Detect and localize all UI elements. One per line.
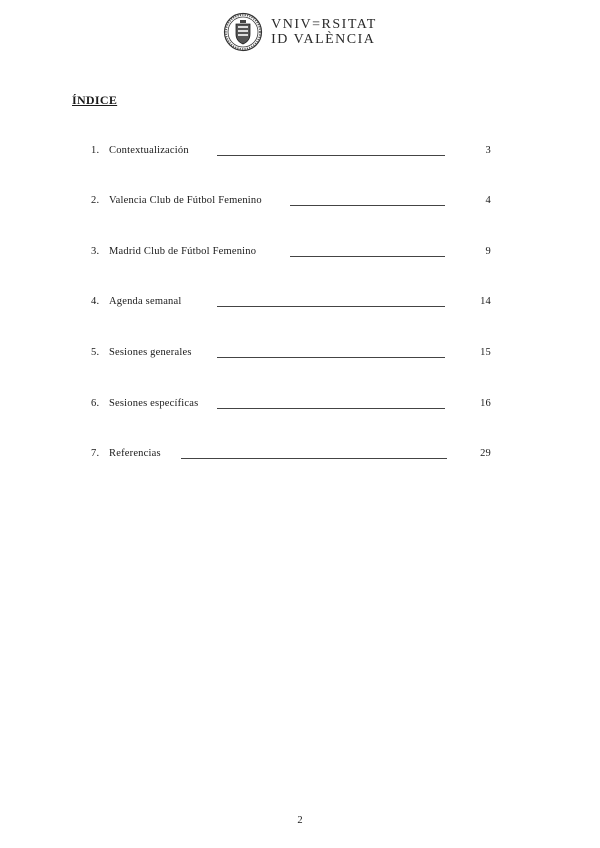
toc-leader-line	[290, 256, 445, 257]
toc-entry-page: 14	[480, 296, 491, 307]
toc-entry-number: 7.	[91, 448, 100, 459]
toc-entry-page: 3	[485, 145, 491, 156]
toc-leader-line	[217, 306, 445, 307]
toc-entry-page: 16	[480, 398, 491, 409]
toc-entry[interactable]	[91, 448, 491, 462]
toc-entry-label: Referencias	[109, 448, 161, 459]
toc-entry[interactable]	[91, 398, 491, 412]
toc-entry[interactable]	[91, 246, 491, 260]
page-number: 2	[297, 815, 303, 826]
toc-entry-page: 29	[480, 448, 491, 459]
toc-entry-number: 3.	[91, 246, 100, 257]
toc-entry-page: 15	[480, 347, 491, 358]
index-heading: ÍNDICE	[72, 93, 118, 107]
toc-leader-line	[217, 155, 445, 156]
toc-entry-page: 9	[485, 246, 491, 257]
toc-entry-number: 2.	[91, 195, 100, 206]
toc-entry-label: Contextualización	[109, 145, 189, 156]
toc-entry-label: Sesiones generales	[109, 347, 192, 358]
toc-leader-line	[290, 205, 445, 206]
toc-entry[interactable]	[91, 347, 491, 361]
logo-line-2: ID VALÈNCIA	[271, 32, 376, 47]
toc-entry[interactable]	[91, 296, 491, 310]
toc-leader-line	[217, 357, 445, 358]
toc-entry-number: 6.	[91, 398, 100, 409]
toc-entry-number: 5.	[91, 347, 100, 358]
toc-entry-label: Madrid Club de Fútbol Femenino	[109, 246, 257, 257]
toc-leader-line	[181, 458, 447, 459]
toc-leader-line	[217, 408, 445, 409]
toc-entry-number: 4.	[91, 296, 100, 307]
toc-entry-label: Agenda semanal	[109, 296, 182, 307]
toc-entry-label: Valencia Club de Fútbol Femenino	[109, 195, 262, 206]
toc-entry-label: Sesiones específicas	[109, 398, 199, 409]
logo-line-1: VNIV=RSITAT	[271, 17, 377, 32]
toc-entry[interactable]	[91, 145, 491, 159]
toc-entry-page: 4	[485, 195, 491, 206]
toc-entry[interactable]	[91, 195, 491, 209]
toc-entry-number: 1.	[91, 145, 100, 156]
